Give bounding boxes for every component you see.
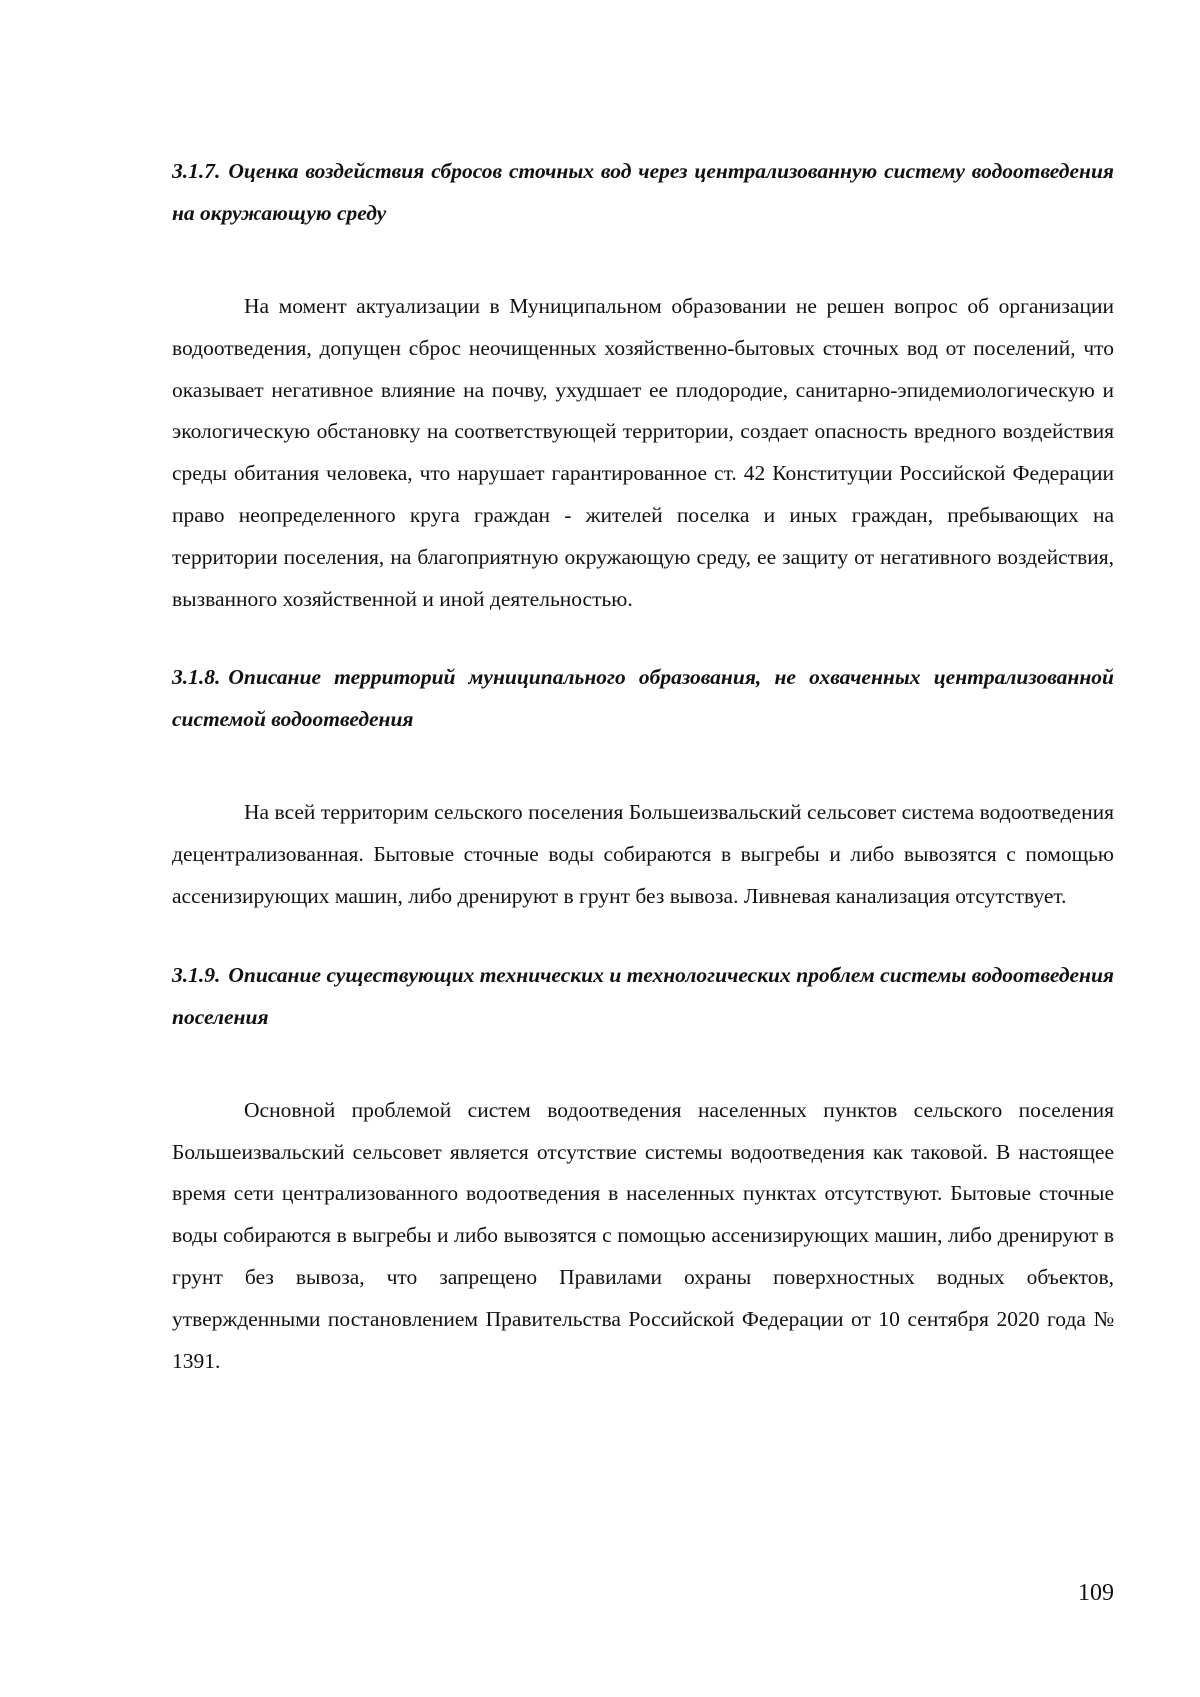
section-number: 3.1.8. <box>172 665 221 690</box>
page-content <box>172 150 1114 1382</box>
section-number: 3.1.9. <box>172 962 221 987</box>
section-paragraph: Основной проблемой систем водоотведения населенных пунктов сельского поселения Большеизвальский сельсовет является отсутствие системы водоотведения как таковой. В настоящее время сети централизованного водоотведения в населенных пунктах отсутствуют. Бытовые сточные воды собираются в выгребы и либо вывозятся с помощью ассенизирующих машин, либо дренируют в грунт без вывоза, что запрещено Правилами охраны поверхностных водных объектов, утвержденными постановлением Правительства Российской Федерации от 10 сентября 2020 года № 1391. <box>172 1097 1114 1373</box>
section-heading-3-1-9 <box>172 954 1114 1038</box>
section-heading-3-1-7 <box>172 150 1114 234</box>
section-heading-3-1-8 <box>172 656 1114 740</box>
section-title: Описание существующих технических и технологических проблем системы водоотведения поселения <box>172 962 1114 1029</box>
section-paragraph: На всей территорим сельского поселения Большеизвальский сельсовет система водоотведения децентрализованная. Бытовые сточные воды собираются в выгребы и либо вывозятся с помощью ассенизирующих машин, либо дренируют в грунт без вывоза. Ливневая канализация отсутствует. <box>172 800 1114 908</box>
section-paragraph: На момент актуализации в Муниципальном образовании не решен вопрос об организации водоотведения, допущен сброс неочищенных хозяйственно-бытовых сточных вод от поселений, что оказывает негативное влияние на почву, ухудшает ее плодородие, санитарно-эпидемиологическую и экологическую обстановку на соответствующей территории, создает опасность вредного воздействия среды обитания человека, что нарушает гарантированное ст. 42 Конституции Российской Федерации право неопределенного круга граждан - жителей поселка и иных граждан, пребывающих на территории поселения, на благоприятную окружающую среду, ее защиту от негативного воздействия, вызванного хозяйственной и иной деятельностью. <box>172 294 1114 611</box>
section-title: Описание территорий муниципального образования, не охваченных централизованной системой водоотведения <box>172 665 1114 732</box>
page-number: 109 <box>1078 1580 1114 1606</box>
section-title: Оценка воздействия сбросов сточных вод через централизованную систему водоотведения на окружающую среду <box>172 159 1114 225</box>
section-number: 3.1.7. <box>172 159 221 183</box>
